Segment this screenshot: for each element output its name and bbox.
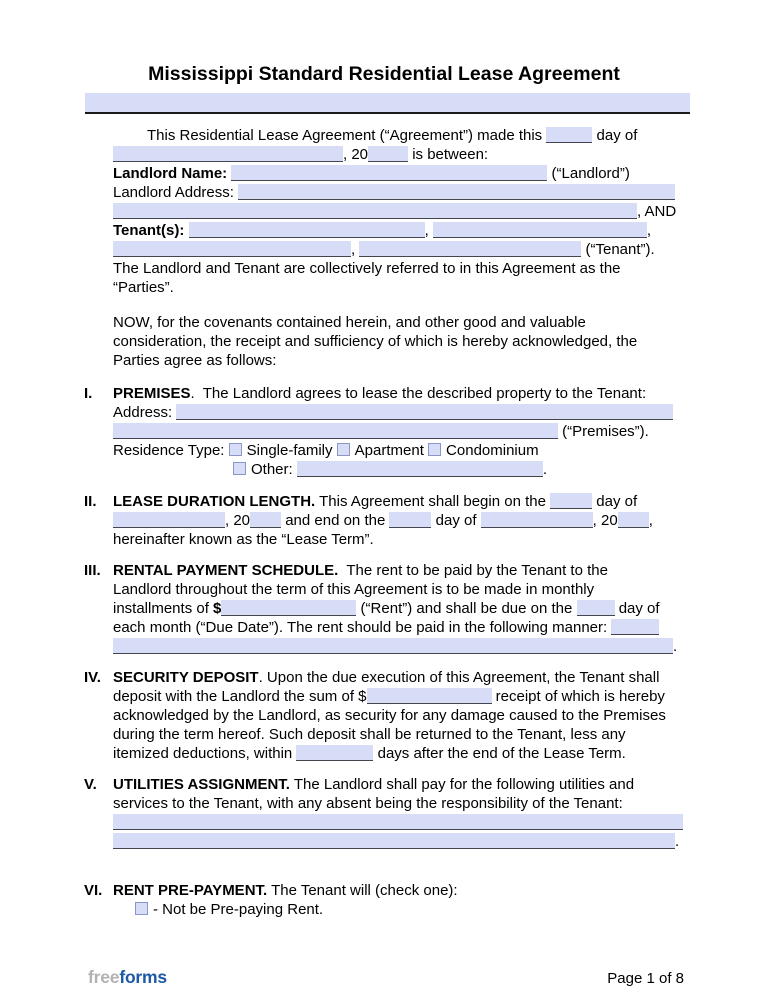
intro-line-1 [113,126,688,145]
section-text: deposit with the Landlord the sum of $ [113,688,367,705]
recital-paragraph [113,313,688,370]
section-text: . Upon the due execution of this Agreement, the Tenant shall [258,669,660,686]
blank-agreement-day[interactable] [546,127,592,143]
section-lease-duration [84,492,688,549]
dollar-sign: $ [213,600,222,617]
section-text: (“Premises”). [558,423,649,440]
section-text: (“Rent”) and shall be due on the [356,600,577,617]
section-text: and end on the [281,512,390,529]
intro-line-9 [113,278,688,297]
checkbox-label: Single-family [246,442,337,459]
intro-text: , [424,222,433,239]
section-text: itemized deductions, within [113,745,297,762]
premises-address-line-2 [113,422,688,441]
intro-text: , 20 [343,146,369,163]
blank-lease-start-month[interactable] [113,512,225,528]
section-text: . The Landlord agrees to lease the described property to the Tenant: [190,385,647,402]
section-body [113,492,688,549]
lease-duration-line-2 [113,511,688,530]
section-text: hereinafter known as the “Lease Term”. [113,531,374,548]
checkbox-label: Apartment [354,442,429,459]
blank-lease-end-year[interactable] [618,512,649,528]
blank-utilities-1[interactable] [113,814,683,830]
other-label: Other: [251,461,297,478]
blank-premises-address-2[interactable] [113,423,558,439]
intro-text: “Parties”. [113,279,174,296]
security-deposit-line-4 [113,725,688,744]
blank-lease-end-month[interactable] [481,512,593,528]
section-rent-prepayment [84,881,688,919]
lease-duration-line-1 [113,492,688,511]
security-deposit-line-5 [113,744,688,763]
residence-type-label: Residence Type: [113,442,229,459]
checkbox-label: - Not be Pre-paying Rent. [153,901,324,918]
intro-text: is between: [408,146,489,163]
landlord-name-label: Landlord Name: [113,165,232,182]
intro-text: day of [592,127,638,144]
section-numeral: V. [84,776,97,793]
intro-line-3 [113,164,688,183]
section-text: days after the end of the Lease Term. [373,745,626,762]
section-text: day of [614,600,660,617]
section-body [113,561,688,656]
tenants-label: Tenant(s): [113,222,189,239]
intro-text: (“Tenant”). [581,241,655,258]
blank-agreement-year[interactable] [368,146,408,162]
recital-line-1 [113,313,688,332]
section-text: The rent to be paid by the Tenant to the [338,562,608,579]
security-deposit-line-1 [113,668,688,687]
utilities-blank-line-1 [113,813,688,832]
blank-rent-due-day[interactable] [577,600,615,616]
intro-line-8 [113,259,688,278]
blank-utilities-2[interactable] [113,833,675,849]
section-text: services to the Tenant, with any absent being the responsibility of the Tenant: [113,795,623,812]
residence-other-row [113,460,688,479]
section-text: . [675,833,680,850]
section-text: , 20 [225,512,251,529]
section-text: , 20 [592,512,618,529]
section-heading: LEASE DURATION LENGTH. [113,493,316,510]
section-text: during the term hereof. Such deposit shall be returned to the Tenant, less any [113,726,626,743]
intro-text: This Residential Lease Agreement (“Agreement”) made this [147,127,547,144]
intro-text: , AND [637,203,677,220]
section-text: each month (“Due Date”). The rent should be paid in the following manner: [113,619,612,636]
recital-text: Parties agree as follows: [113,352,277,369]
section-text: day of [592,493,638,510]
checkbox-not-prepaying-rent[interactable] [135,902,148,915]
section-body [113,668,688,763]
blank-landlord-address[interactable] [238,184,675,200]
security-deposit-line-2 [113,687,688,706]
intro-text: (“Landlord”) [547,165,630,182]
recital-text: NOW, for the covenants contained herein, and other good and valuable [113,314,586,331]
residence-type-row [113,441,688,460]
section-text: . [542,461,548,478]
section-text: receipt of which is hereby [491,688,665,705]
section-premises [84,384,688,479]
section-text: Landlord throughout the term of this Agreement is to be made in monthly [113,581,595,598]
section-heading: RENT PRE-PAYMENT. [113,882,268,899]
recital-line-3 [113,351,688,370]
section-heading: PREMISES [113,385,191,402]
rental-payment-line-2 [113,580,688,599]
intro-line-2 [113,145,688,164]
utilities-line-2 [113,794,688,813]
title-divider-bar [85,93,690,114]
section-text: The Landlord shall pay for the following utilities and [289,776,635,793]
page-number: Page 1 of 8 [607,970,684,987]
section-rental-payment [84,561,688,656]
blank-tenant-1[interactable] [189,222,425,238]
blank-landlord-name[interactable] [231,165,547,181]
rental-payment-line-1 [113,561,688,580]
section-text: This Agreement shall begin on the [315,493,551,510]
section-body [113,775,688,851]
section-numeral: I. [84,385,93,402]
blank-tenant-3[interactable] [113,241,351,257]
section-numeral: II. [84,493,97,510]
rent-prepayment-option-row [113,900,688,919]
intro-line-6 [113,221,688,240]
section-numeral: IV. [84,669,101,686]
section-numeral: VI. [84,882,103,899]
utilities-line-1 [113,775,688,794]
section-heading: SECURITY DEPOSIT [113,669,259,686]
blank-payment-manner-2[interactable] [113,638,673,654]
logo-forms-text: forms [119,967,167,987]
section-numeral: III. [84,562,101,579]
blank-agreement-month[interactable] [113,146,343,162]
checkbox-label: Condominium [446,442,539,459]
section-body [113,384,688,479]
premises-heading-line [113,384,688,403]
premises-address-line [113,403,688,422]
intro-line-5 [113,202,688,221]
section-text: The Tenant will (check one): [267,882,458,899]
section-text: . [673,638,678,655]
blank-landlord-address-2[interactable] [113,203,637,219]
page-title: Mississippi Standard Residential Lease Agreement [148,63,620,85]
recital-line-2 [113,332,688,351]
blank-tenant-4[interactable] [359,241,581,257]
intro-text: , [351,241,360,258]
section-utilities [84,775,688,851]
blank-rent-amount[interactable] [221,600,356,616]
intro-paragraph [113,126,688,297]
logo-free-text: free [88,967,120,987]
rental-payment-line-3 [113,599,688,618]
utilities-blank-line-2 [113,832,688,851]
rental-payment-line-5 [113,637,688,656]
blank-deposit-return-days[interactable] [296,745,373,761]
landlord-address-label: Landlord Address: [113,184,239,201]
checkbox-condominium[interactable] [428,443,441,456]
section-security-deposit [84,668,688,763]
intro-line-7 [113,240,688,259]
intro-text: The Landlord and Tenant are collectively referred to in this Agreement as the [113,260,621,277]
page-footer [88,968,684,988]
section-text: installments of [113,600,214,617]
checkbox-single-family[interactable] [229,443,242,456]
address-label: Address: [113,404,177,421]
intro-line-4 [113,183,688,202]
section-heading: UTILITIES ASSIGNMENT. [113,776,290,793]
section-text: , [648,512,653,529]
blank-deposit-amount[interactable] [367,688,492,704]
blank-tenant-2[interactable] [433,222,647,238]
rental-payment-line-4 [113,618,688,637]
rent-prepayment-line-1 [113,881,688,900]
section-heading: RENTAL PAYMENT SCHEDULE. [113,562,339,579]
checkbox-other[interactable] [233,462,246,475]
blank-payment-manner[interactable] [611,619,659,635]
blank-lease-end-day[interactable] [389,512,431,528]
lease-duration-line-3 [113,530,688,549]
section-text: day of [431,512,481,529]
security-deposit-line-3 [113,706,688,725]
checkbox-apartment[interactable] [337,443,350,456]
recital-text: consideration, the receipt and sufficiency of which is hereby acknowledged, the [113,333,638,350]
blank-other-residence[interactable] [297,461,543,477]
section-body [113,881,688,919]
freeforms-logo [88,968,167,987]
blank-lease-start-year[interactable] [250,512,281,528]
intro-text: , [646,222,652,239]
section-text: acknowledged by the Landlord, as security for any damage caused to the Premises [113,707,666,724]
blank-premises-address[interactable] [176,404,673,420]
blank-lease-start-day[interactable] [550,493,592,509]
